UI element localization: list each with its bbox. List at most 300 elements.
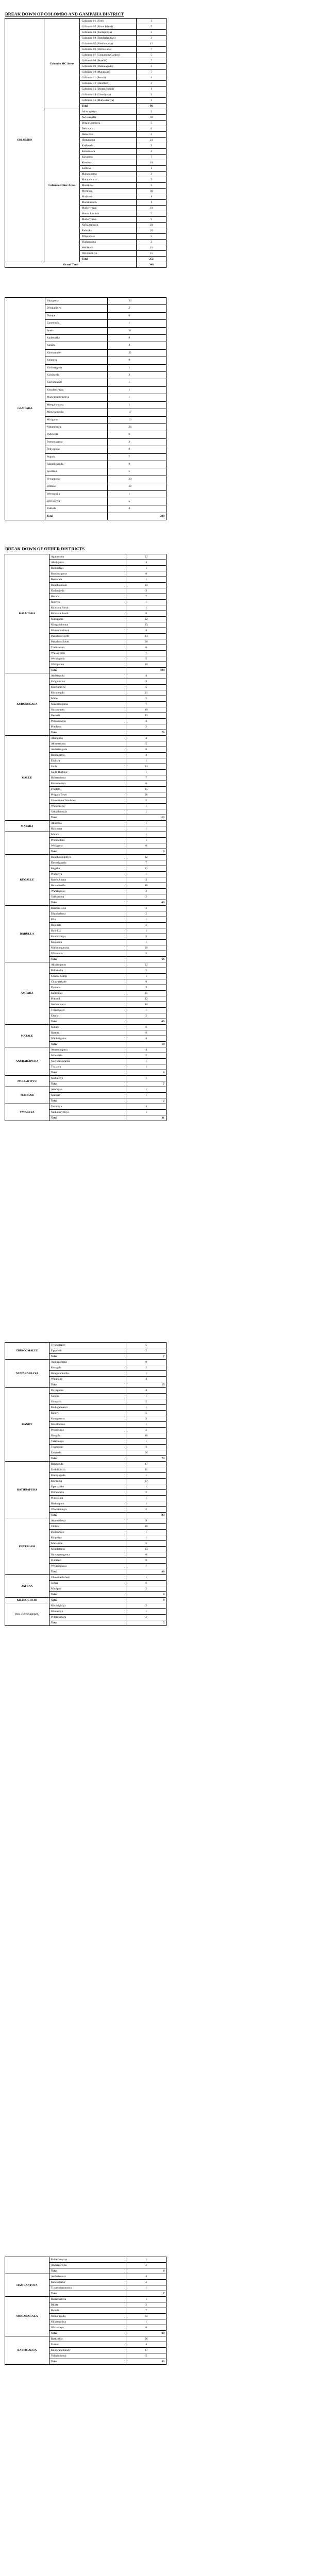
area-count: 2 (137, 240, 167, 245)
area-name: Galle Harbour (49, 770, 126, 775)
area-name: Mihintale (49, 1053, 126, 1059)
district-cell: TRINCOMALEE (5, 1343, 49, 1360)
area-count: 1 (126, 2257, 167, 2263)
area-count: 5 (126, 1343, 167, 1348)
district-cell: GALLE (5, 736, 49, 821)
total-value: 69 (126, 1019, 167, 1025)
area-count: 21 (137, 138, 167, 143)
area-count: 1 (126, 1110, 167, 1115)
area-count: 1 (126, 2285, 167, 2291)
area-count: 1 (108, 379, 167, 386)
area-name: Kotagala (49, 1365, 126, 1371)
area-name: Haputale (49, 923, 126, 928)
districts-table-4 (0, 2257, 316, 2365)
area-name: Bandarawela (49, 906, 126, 911)
area-count: 1 (126, 1535, 167, 1541)
area-name: Colombo 09 (Dematagoda) (80, 64, 137, 70)
area-count: 26 (126, 2336, 167, 2342)
area-name: Rattota (49, 1030, 126, 1036)
table-row (5, 1575, 167, 1581)
area-name: Anamaduwa (49, 1518, 126, 1524)
area-count: 8 (126, 571, 167, 577)
area-count: 8 (126, 1558, 167, 1564)
area-count: 6 (126, 1025, 167, 1030)
area-count: 13 (126, 713, 167, 719)
gampaha-section (0, 297, 316, 520)
district-cell: KEGALLE (5, 855, 49, 906)
area-name: Walapane (49, 1377, 126, 1382)
area-name: Ja-ela (45, 327, 108, 334)
area-count: 1 (137, 200, 167, 206)
area-name: Veyangoda (45, 476, 108, 483)
area-name: Diyathalawa (49, 911, 126, 917)
area-count: 36 (126, 1450, 167, 1456)
area-count: 1 (126, 577, 167, 583)
area-count: 10 (137, 245, 167, 251)
area-count: 6 (126, 1552, 167, 1558)
area-name: Minuwangoda (45, 409, 108, 416)
table-row (5, 2297, 167, 2302)
area-count: 3 (126, 588, 167, 594)
other-districts-table (5, 554, 167, 1121)
area-name: Matara (49, 832, 126, 838)
area-name: Kuruwita (49, 1479, 126, 1484)
area-name: Rambukkana (49, 877, 126, 883)
area-name: Unawatuna/Imaduwa (49, 798, 126, 804)
area-name: Kottawa (80, 166, 137, 172)
area-count: 3 (126, 877, 167, 883)
area-count: 3 (126, 679, 167, 685)
area-name: Wahhnigamu (49, 1036, 126, 1042)
total-label: Total (49, 1592, 126, 1598)
area-name: Dankotuwa (49, 1530, 126, 1535)
area-name: Padukka (80, 228, 137, 234)
area-name: Pitabeddara (49, 838, 126, 843)
area-name: Kandaketiya (49, 934, 126, 940)
area-count: 12 (126, 855, 167, 860)
total-label: Total (49, 2359, 126, 2365)
area-count: 1 (126, 974, 167, 979)
area-name: Kadawatha (45, 335, 108, 342)
total-label: Total (49, 815, 126, 821)
area-name: Wennappuwa (49, 1564, 126, 1569)
area-count: 1 (126, 1093, 167, 1098)
table-row (5, 906, 167, 911)
area-name: Ambalangoda (49, 747, 126, 753)
area-name: Damana (49, 985, 126, 991)
table-row (5, 2336, 167, 2342)
district-cell: KALUTARA (5, 554, 49, 673)
area-name: Wellikada (80, 245, 137, 251)
area-count: 17 (108, 409, 167, 416)
area-name: Nochchiyagama (49, 1059, 126, 1064)
district-cell: KILINOCHCHI (5, 1598, 49, 1603)
area-name: Rangala (49, 1433, 126, 1439)
area-count: 3 (137, 92, 167, 98)
area-count: 9 (108, 461, 167, 468)
area-name: Wattala (45, 483, 108, 490)
area-name: Weweldeniya (49, 1507, 126, 1513)
area-name: Dayagama (49, 1388, 126, 1394)
area-count: 2 (137, 81, 167, 87)
area-count: 22 (126, 554, 167, 560)
area-name: Eravur (49, 2342, 126, 2348)
total-label: Total (49, 1354, 126, 1360)
area-count: 2 (126, 1507, 167, 1513)
area-count: 30 (137, 115, 167, 121)
total-label: Total (49, 1019, 126, 1025)
area-count: 6 (108, 431, 167, 438)
area-count: 1 (126, 1530, 167, 1535)
area-count: 8 (137, 126, 167, 132)
area-count: 4 (126, 1388, 167, 1394)
area-count: 23 (126, 583, 167, 588)
area-name: Matugama (49, 617, 126, 622)
table-row (5, 832, 167, 838)
area-name: Mulleriyawa (80, 217, 137, 223)
area-name: Anuradhapura (49, 1047, 126, 1053)
area-name: Ruwanwella (49, 883, 126, 889)
area-count: 1 (126, 1473, 167, 1479)
area-name: Sapugaskanda (45, 461, 108, 468)
total-value: 8 (126, 1592, 167, 1598)
area-count: 1 (126, 600, 167, 605)
area-name: Nawagattegama (49, 1552, 126, 1558)
area-name: Poddala (49, 787, 126, 792)
area-count: 1 (108, 394, 167, 401)
area-count: 4 (126, 1047, 167, 1053)
area-count: 24 (108, 423, 167, 431)
table-row (5, 736, 167, 741)
area-name: Balangoda (49, 1462, 126, 1467)
area-name: Colombo 10 (Maradana) (80, 70, 137, 75)
table-row (5, 962, 167, 968)
area-count: 12 (126, 996, 167, 1002)
area-name: Minneriya (49, 1609, 126, 1615)
area-name: Ambalantota (49, 2274, 126, 2280)
area-count: 1 (137, 166, 167, 172)
area-name: Wellampitiya (80, 251, 137, 257)
area-count: 7 (126, 651, 167, 656)
area-name: Wellipenna (49, 662, 126, 668)
district-cell: BADULLA (5, 906, 49, 962)
area-count: 5 (126, 741, 167, 747)
area-name: Yakkala (45, 505, 108, 513)
area-count: 4 (126, 1036, 167, 1042)
area-count: 2 (126, 1615, 167, 1620)
area-count: 5 (126, 2353, 167, 2359)
area-count: 1 (126, 758, 167, 764)
total-value: 83 (126, 2359, 167, 2365)
total-value: 86 (126, 1569, 167, 1575)
district-cell: GAMPAHA (5, 298, 45, 520)
area-name: Tissamaharamaya (49, 2285, 126, 2291)
area-count: 1 (126, 2319, 167, 2325)
area-count: 2 (137, 149, 167, 155)
total-label: Total (49, 957, 126, 962)
area-count: 3 (126, 934, 167, 940)
area-name: Ambanpola (49, 673, 126, 679)
total-label: Total (49, 1513, 126, 1518)
zone-cell: Colombo MC Areas (44, 19, 80, 109)
area-name: Katunayake (45, 349, 108, 357)
area-count: 7 (137, 58, 167, 64)
area-name: Welimada (49, 951, 126, 957)
area-count: 4 (137, 132, 167, 138)
total-value: 69 (126, 900, 167, 906)
area-count: 31 (126, 2314, 167, 2319)
area-count: 1 (108, 364, 167, 371)
area-name: Piliyandala (80, 234, 137, 240)
area-name: Mount Lavinia (80, 211, 137, 217)
area-name: Opanayake (49, 1484, 126, 1490)
area-count: 1 (126, 1008, 167, 1013)
area-name: Kalmunai (49, 991, 126, 996)
area-count: 30 (126, 639, 167, 645)
area-count: 5 (126, 656, 167, 662)
area-name: Colombo 07 (Cinnamon Garden) (80, 53, 137, 58)
total-value: 198 (126, 668, 167, 673)
area-name: Nawagamuwa (80, 223, 137, 228)
area-count: 4 (126, 1104, 167, 1110)
area-count: 15 (126, 787, 167, 792)
area-name: Galgamuwa (49, 679, 126, 685)
area-count: 3 (126, 1416, 167, 1422)
area-count: 2 (108, 438, 167, 446)
area-count: 15 (137, 251, 167, 257)
area-name: Polgahawela (49, 719, 126, 724)
total-value: 113 (126, 815, 167, 821)
area-name: Karandeniya (49, 781, 126, 787)
area-name: Colombo 14 (Grandpass) (80, 92, 137, 98)
total-value: 9 (126, 849, 167, 855)
area-count: 2 (126, 724, 167, 730)
area-count: 9 (108, 357, 167, 364)
total-label: Total (80, 104, 137, 109)
district-cell: VAVUNIYA (5, 1104, 49, 1121)
area-name: Panadura South (49, 639, 126, 645)
area-name: Chavakachcheri (49, 1575, 126, 1581)
table-row (5, 2257, 167, 2263)
area-name: Potuhera (49, 724, 126, 730)
area-name: Uhana (49, 1013, 126, 1019)
area-count: 2 (137, 64, 167, 70)
table-row (5, 1087, 167, 1093)
area-count: 3 (137, 98, 167, 104)
area-count: 2 (126, 1586, 167, 1592)
grand-total-row (5, 262, 167, 268)
area-name: Colombo 13 (Bloemendhal) (80, 87, 137, 92)
area-name: Baddegama (49, 753, 126, 758)
area-name: Mullaitivu (49, 1076, 126, 1081)
area-count: 5 (108, 468, 167, 476)
area-name: Pitigala Town (49, 792, 126, 798)
area-name: Hanguranketha (49, 1371, 126, 1377)
area-count: 1 (108, 386, 167, 394)
area-name: Kosgama (80, 155, 137, 160)
area-count: 2 (137, 109, 167, 115)
area-name: Mirigama (45, 416, 108, 423)
area-name: Eheliyagoda (49, 1473, 126, 1479)
total-value: 7 (126, 2291, 167, 2297)
area-count: 10 (126, 707, 167, 713)
area-count: 7 (126, 2308, 167, 2314)
total-value: 8 (126, 1070, 167, 1076)
total-value: 15 (126, 1382, 167, 1388)
area-name: Puttalam (49, 1558, 126, 1564)
area-count: 33 (108, 298, 167, 305)
total-value: 2 (126, 1098, 167, 1104)
table-row (5, 554, 167, 560)
total-label: Total (80, 257, 137, 262)
area-name: Thumpane (49, 1445, 126, 1450)
area-name: Mannar (49, 1093, 126, 1098)
district-cell: PUTTALAM (5, 1518, 49, 1575)
area-count: 1 (126, 917, 167, 923)
area-count: 2 (137, 177, 167, 183)
table-row (5, 298, 167, 305)
area-count: 7 (126, 594, 167, 600)
area-name: Ganemulla (45, 320, 108, 327)
district-cell: POLONNARUWA (5, 1603, 49, 1626)
area-name: Malapuwatta (80, 177, 137, 183)
area-name: Jaffna (49, 1581, 126, 1586)
total-value: 93 (126, 1513, 167, 1518)
area-name: Adampan (49, 1087, 126, 1093)
zone-cell: Colombo Other Areas (44, 109, 80, 262)
district-cell: MATARA (5, 821, 49, 832)
area-name: Agalawatta (49, 554, 126, 560)
area-name: Ahangalla (49, 736, 126, 741)
district-cell: KURUNEGALA (5, 673, 49, 736)
area-count: 1 (126, 1575, 167, 1581)
area-name: Puliathanyaya (49, 2257, 126, 2263)
area-count: 1 (126, 826, 167, 832)
total-value: 73 (126, 1456, 167, 1462)
area-name: Colombo 08 (Borella) (80, 58, 137, 64)
area-count: 1 (108, 320, 167, 327)
area-count: 7 (108, 453, 167, 461)
area-count: 8 (126, 747, 167, 753)
total-label: Total (49, 900, 126, 906)
total-label: Total (49, 849, 126, 855)
table-row (5, 673, 167, 679)
area-count: 8 (108, 335, 167, 342)
total-label: Total (49, 1098, 126, 1104)
area-name: Colombo 02 (Slave Island) (80, 24, 137, 30)
area-count: 5 (137, 234, 167, 240)
area-name: Valachchenai (49, 2353, 126, 2359)
area-name: Kalutara South (49, 611, 126, 617)
area-name: Meegoda (80, 189, 137, 194)
table-row (5, 1388, 167, 1394)
area-count: 1 (126, 838, 167, 843)
area-count: 4 (108, 505, 167, 513)
area-count: 26 (126, 792, 167, 798)
area-count: 1 (137, 194, 167, 200)
section-title: BREAK DOWN OF COLOMBO AND GAMPAHA DISTRICT (5, 11, 124, 16)
area-name: Chawalakade (49, 979, 126, 985)
area-name: Arahagarwila (49, 2263, 126, 2268)
total-label: Total (49, 1382, 126, 1388)
area-name: Trincomalee (49, 1343, 126, 1348)
area-name: Kalutara North (49, 605, 126, 611)
area-count: 18 (137, 206, 167, 211)
gampaha-table (5, 297, 167, 520)
area-name: Colombo 11 (Pettah) (80, 75, 137, 81)
table-row (5, 1076, 167, 1081)
districts-table-3-body (5, 1342, 167, 1626)
total-value: 11 (126, 1115, 167, 1121)
total-value: 66 (126, 957, 167, 962)
area-name: Weligama (49, 843, 126, 849)
total-label: Total (49, 1598, 126, 1603)
area-name: Galaha (49, 1394, 126, 1399)
area-name: Bakki-ella (49, 968, 126, 974)
area-name: Kegalle (49, 866, 126, 872)
area-count: 11 (126, 1467, 167, 1473)
area-count: 4 (126, 560, 167, 566)
total-label: Total (49, 1081, 126, 1087)
area-name: Colombo 06 (Wellawatta) (80, 47, 137, 53)
area-name: Kandy (49, 1411, 126, 1416)
area-name: Manipay (49, 1586, 126, 1592)
area-count: 29 (137, 223, 167, 228)
area-count: 4 (126, 1377, 167, 1382)
table-row (5, 1518, 167, 1524)
area-count: 2 (126, 968, 167, 974)
total-label: Total (49, 730, 126, 736)
area-name: Aluthgama (49, 560, 126, 566)
area-count: 7 (126, 1564, 167, 1569)
area-name: Koslanda (49, 940, 126, 945)
area-count: 1 (126, 821, 167, 826)
total-label: Total (45, 513, 108, 520)
area-count: 18 (126, 1524, 167, 1530)
area-name: Habaraduwa (49, 775, 126, 781)
area-count: 1 (126, 770, 167, 775)
area-count: 4 (126, 736, 167, 741)
area-count: 4 (126, 719, 167, 724)
area-name: Walloweera (49, 651, 126, 656)
area-name: Homagama (80, 138, 137, 143)
district-cell: MULLAITIVU (5, 1076, 49, 1087)
area-name: Colombo 05 (Narahenpita) (80, 41, 137, 47)
area-name: Katugastota (49, 1416, 126, 1422)
area-name: Biyagama (45, 298, 108, 305)
total-value: 5 (126, 1620, 167, 1626)
area-count: 1 (126, 1087, 167, 1093)
area-count: 21 (126, 690, 167, 696)
district-cell (5, 2257, 49, 2274)
table-row (5, 1025, 167, 1030)
area-count: 1 (126, 804, 167, 809)
area-count: 2 (137, 172, 167, 177)
area-count: 3 (126, 985, 167, 991)
area-name: Peliyagoda (45, 446, 108, 453)
table-row (5, 1603, 167, 1609)
area-name: Kolonnawa (80, 149, 137, 155)
total-value: 29 (126, 2331, 167, 2336)
area-count: 2 (126, 911, 167, 917)
area-name: Divulapitiya (45, 305, 108, 312)
area-count: 2 (126, 1365, 167, 1371)
area-count: 6 (126, 645, 167, 651)
total-label: Total (49, 1620, 126, 1626)
area-name: Ingiriya (49, 600, 126, 605)
area-name: Maharagama (80, 172, 137, 177)
area-name: Colombo 15 (Mattakkuliya) (80, 98, 137, 104)
